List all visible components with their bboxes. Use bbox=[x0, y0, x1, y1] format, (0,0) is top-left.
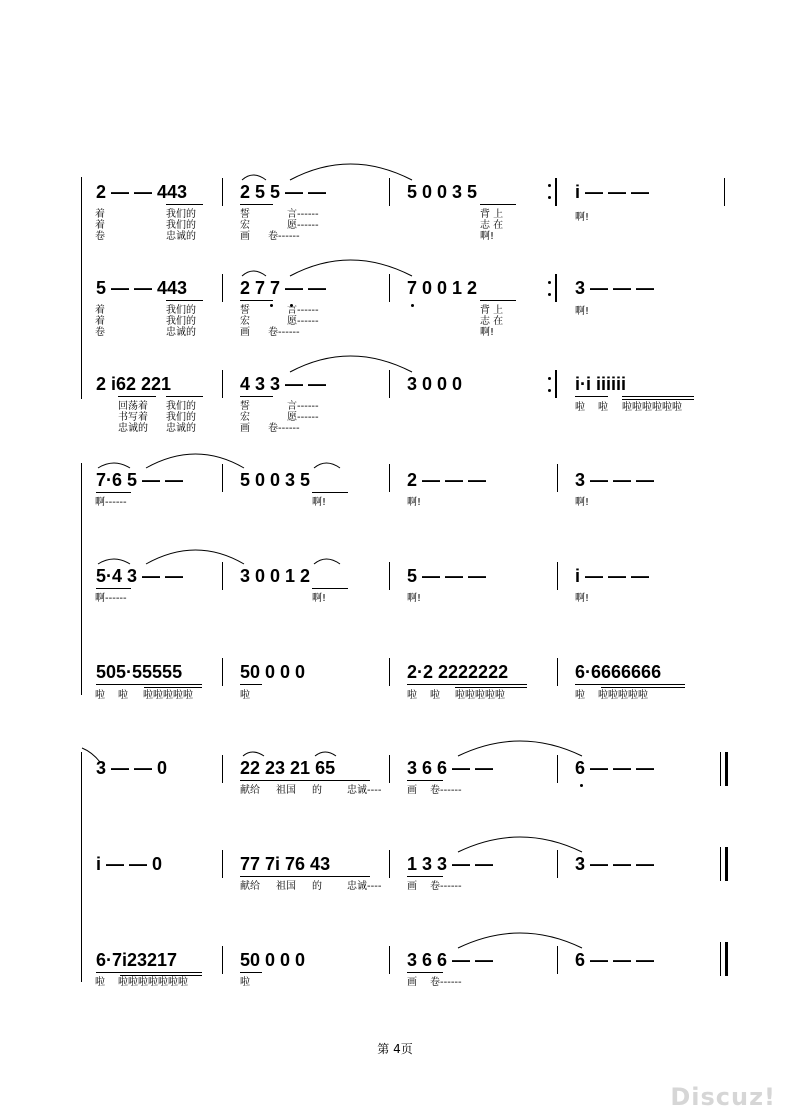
final-barline bbox=[725, 847, 728, 881]
slur bbox=[315, 752, 336, 756]
slur bbox=[146, 550, 244, 564]
beam-underline bbox=[166, 396, 203, 397]
lyric: 我们的 bbox=[166, 412, 196, 423]
lyric: 忠诚---- bbox=[347, 785, 382, 796]
lyric: 啊! bbox=[480, 327, 495, 338]
lyric: 画 bbox=[240, 231, 250, 242]
lyric: 啊! bbox=[575, 593, 590, 604]
lyric: 宏 bbox=[240, 316, 250, 327]
measure: 7·6 5 — — bbox=[96, 470, 184, 490]
lyric: 祖国 bbox=[276, 785, 296, 796]
low-octave-dot bbox=[270, 304, 273, 307]
slur bbox=[314, 559, 340, 564]
barline bbox=[222, 658, 223, 686]
measure: 3 6 6 — — bbox=[407, 950, 494, 970]
lyric: 啦 bbox=[575, 690, 585, 701]
beam-underline bbox=[166, 204, 203, 205]
lyric: 忠诚的 bbox=[166, 327, 196, 338]
slur bbox=[242, 175, 266, 180]
barline bbox=[557, 755, 558, 783]
lyric: 着 bbox=[95, 209, 105, 220]
measure: 2 — — — bbox=[407, 470, 487, 490]
lyric: 着 bbox=[95, 220, 105, 231]
beam-underline bbox=[480, 300, 516, 301]
beam-underline bbox=[240, 396, 273, 397]
beam-underline bbox=[575, 684, 685, 685]
repeat-dot bbox=[548, 281, 551, 284]
lyric: 我们的 bbox=[166, 316, 196, 327]
lyric: 啦 bbox=[598, 402, 608, 413]
lyric: 回荡着 bbox=[118, 401, 148, 412]
measure: 3 6 6 — — bbox=[407, 758, 494, 778]
slur bbox=[290, 260, 412, 276]
beam-underline bbox=[96, 492, 131, 493]
repeat-barline bbox=[555, 274, 557, 302]
slur bbox=[98, 559, 130, 564]
lyric: 啊! bbox=[575, 306, 590, 317]
lyric: 画 bbox=[240, 423, 250, 434]
measure: i — — — bbox=[575, 566, 650, 586]
lyric: 宏 bbox=[240, 412, 250, 423]
lyric: 啊! bbox=[312, 593, 327, 604]
beam-underline bbox=[622, 396, 694, 397]
beam-underline bbox=[240, 684, 262, 685]
measure: 7 0 0 1 2 bbox=[407, 278, 478, 298]
measure: i — — 0 bbox=[96, 854, 163, 874]
lyric: 言------ bbox=[287, 305, 319, 316]
lyric: 献给 bbox=[240, 881, 260, 892]
lyric: 誓 bbox=[240, 401, 250, 412]
lyric: 卷------ bbox=[430, 785, 462, 796]
beam-underline bbox=[407, 972, 443, 973]
system-bracket bbox=[81, 752, 82, 982]
slur bbox=[242, 271, 266, 276]
beam-underline bbox=[144, 687, 202, 688]
lyric: 忠诚---- bbox=[347, 881, 382, 892]
final-barline bbox=[725, 942, 728, 976]
lyric: 啦 bbox=[240, 977, 250, 988]
slur bbox=[314, 463, 340, 468]
lyric: 画 bbox=[407, 881, 417, 892]
repeat-dot bbox=[548, 293, 551, 296]
lyric: 啊! bbox=[312, 497, 327, 508]
lyric: 啦 bbox=[95, 690, 105, 701]
barline bbox=[222, 562, 223, 590]
barline bbox=[222, 850, 223, 878]
beam-underline bbox=[96, 684, 202, 685]
lyric: 卷------ bbox=[430, 977, 462, 988]
measure: 3 — — — bbox=[575, 470, 655, 490]
repeat-barline bbox=[555, 178, 557, 206]
lyric: 着 bbox=[95, 316, 105, 327]
measure: 3 0 0 1 2 bbox=[240, 566, 311, 586]
lyric: 着 bbox=[95, 305, 105, 316]
slur bbox=[458, 837, 582, 852]
measure: 4 3 3 — — bbox=[240, 374, 327, 394]
beam-underline bbox=[575, 396, 608, 397]
lyric: 啊------ bbox=[95, 497, 127, 508]
barline bbox=[389, 755, 390, 783]
low-octave-dot bbox=[411, 304, 414, 307]
lyric: 啦啦啦啦啦 bbox=[143, 690, 193, 701]
lyric: 啦啦啦啦啦 bbox=[455, 690, 505, 701]
beam-underline bbox=[120, 975, 202, 976]
measure: 2 — — 443 bbox=[96, 182, 188, 202]
measure: 77 7i 76 43 bbox=[240, 854, 331, 874]
lyric: 背 上 bbox=[480, 305, 504, 316]
lyric: 啦 bbox=[430, 690, 440, 701]
repeat-dot bbox=[548, 184, 551, 187]
lyric: 啦啦啦啦啦 bbox=[598, 690, 648, 701]
repeat-dot bbox=[548, 196, 551, 199]
lyric: 啊! bbox=[480, 231, 495, 242]
lyric: 愿------ bbox=[287, 220, 319, 231]
measure: 2 7 7 — — bbox=[240, 278, 327, 298]
beam-underline bbox=[601, 687, 685, 688]
system-bracket bbox=[81, 463, 82, 695]
lyric: 啦 bbox=[575, 402, 585, 413]
lyric: 啦 bbox=[407, 690, 417, 701]
measure: 6 — — — bbox=[575, 950, 655, 970]
beam-underline bbox=[166, 300, 203, 301]
barline bbox=[557, 946, 558, 974]
measure: 505·55555 bbox=[96, 662, 183, 682]
lyric: 啦啦啦啦啦啦 bbox=[622, 402, 682, 413]
beam-underline bbox=[96, 588, 131, 589]
barline bbox=[389, 850, 390, 878]
lyric: 啦啦啦啦啦啦啦 bbox=[118, 977, 188, 988]
measure: 5 0 0 3 5 bbox=[240, 470, 311, 490]
lyric: 卷------ bbox=[268, 327, 300, 338]
lyric: 卷------ bbox=[268, 423, 300, 434]
lyric: 我们的 bbox=[166, 220, 196, 231]
final-barline bbox=[720, 847, 721, 881]
final-barline bbox=[725, 752, 728, 786]
barline bbox=[389, 562, 390, 590]
repeat-barline bbox=[555, 370, 557, 398]
lyric: 我们的 bbox=[166, 209, 196, 220]
lyric: 啊------ bbox=[95, 593, 127, 604]
beam-underline bbox=[312, 492, 348, 493]
barline bbox=[389, 274, 390, 302]
lyric: 我们的 bbox=[166, 305, 196, 316]
beam-underline bbox=[407, 780, 443, 781]
final-barline bbox=[720, 942, 721, 976]
lyric: 背 上 bbox=[480, 209, 504, 220]
measure: 3 — — — bbox=[575, 854, 655, 874]
lyric: 忠诚的 bbox=[166, 231, 196, 242]
lyric: 卷 bbox=[95, 327, 105, 338]
measure: 6·6666666 bbox=[575, 662, 662, 682]
lyric: 画 bbox=[407, 785, 417, 796]
slur bbox=[290, 164, 412, 180]
slur bbox=[458, 741, 582, 756]
lyric: 言------ bbox=[287, 209, 319, 220]
lyric: 卷------ bbox=[268, 231, 300, 242]
barline bbox=[389, 658, 390, 686]
beam-underline bbox=[240, 204, 273, 205]
lyric: 啊! bbox=[575, 497, 590, 508]
beam-underline bbox=[96, 972, 202, 973]
lyric: 啦 bbox=[95, 977, 105, 988]
barline bbox=[222, 464, 223, 492]
barline bbox=[389, 946, 390, 974]
barline bbox=[222, 178, 223, 206]
slur bbox=[290, 356, 412, 372]
beam-underline bbox=[118, 396, 156, 397]
measure: 6 — — — bbox=[575, 758, 655, 778]
lyric: 画 bbox=[407, 977, 417, 988]
barline bbox=[389, 464, 390, 492]
barline bbox=[222, 755, 223, 783]
beam-underline bbox=[240, 300, 273, 301]
lyric: 言------ bbox=[287, 401, 319, 412]
lyric: 忠诚的 bbox=[166, 423, 196, 434]
slur bbox=[146, 454, 244, 468]
watermark-logo: Discuz! bbox=[670, 1083, 776, 1111]
lyric: 的 bbox=[312, 785, 322, 796]
system-bracket bbox=[81, 177, 82, 399]
beam-underline bbox=[407, 684, 527, 685]
lyric: 愿------ bbox=[287, 412, 319, 423]
lyric: 啦 bbox=[240, 690, 250, 701]
beam-underline bbox=[407, 876, 443, 877]
barline bbox=[557, 850, 558, 878]
lyric: 我们的 bbox=[166, 401, 196, 412]
barline bbox=[724, 178, 725, 206]
lyric: 啊! bbox=[575, 212, 590, 223]
measure: 2 5 5 — — bbox=[240, 182, 327, 202]
barline bbox=[389, 178, 390, 206]
lyric: 卷------ bbox=[430, 881, 462, 892]
barline bbox=[557, 658, 558, 686]
lyric: 的 bbox=[312, 881, 322, 892]
measure: 5 0 0 3 5 bbox=[407, 182, 478, 202]
measure: 5 — — 443 bbox=[96, 278, 188, 298]
final-barline bbox=[720, 752, 721, 786]
repeat-dot bbox=[548, 377, 551, 380]
barline bbox=[389, 370, 390, 398]
slur bbox=[98, 463, 130, 468]
lyric: 誓 bbox=[240, 305, 250, 316]
measure: 5 — — — bbox=[407, 566, 487, 586]
beam-underline bbox=[240, 972, 262, 973]
measure: i — — — bbox=[575, 182, 650, 202]
low-octave-dot bbox=[580, 784, 583, 787]
barline bbox=[222, 946, 223, 974]
lyric: 卷 bbox=[95, 231, 105, 242]
slur bbox=[243, 752, 264, 756]
lyric: 志 在 bbox=[480, 220, 504, 231]
measure: 22 23 21 65 bbox=[240, 758, 336, 778]
barline bbox=[222, 274, 223, 302]
measure: 50 0 0 0 bbox=[240, 950, 306, 970]
beam-underline bbox=[240, 780, 370, 781]
lyric: 啊! bbox=[407, 593, 422, 604]
barline bbox=[557, 464, 558, 492]
measure: 2·2 2222222 bbox=[407, 662, 509, 682]
lyric: 献给 bbox=[240, 785, 260, 796]
page-number: 第 4页 bbox=[377, 1042, 413, 1056]
lyric: 宏 bbox=[240, 220, 250, 231]
beam-underline bbox=[240, 876, 370, 877]
beam-underline bbox=[480, 204, 516, 205]
lyric: 忠诚的 bbox=[118, 423, 148, 434]
measure: i·i iiiiii bbox=[575, 374, 627, 394]
measure: 3 0 0 0 bbox=[407, 374, 463, 394]
lyric: 啊! bbox=[407, 497, 422, 508]
repeat-dot bbox=[548, 389, 551, 392]
measure: 3 — — 0 bbox=[96, 758, 168, 778]
measure: 3 — — — bbox=[575, 278, 655, 298]
lyric: 志 在 bbox=[480, 316, 504, 327]
lyric: 书写着 bbox=[118, 412, 148, 423]
measure: 50 0 0 0 bbox=[240, 662, 306, 682]
beam-underline bbox=[622, 399, 694, 400]
lyric: 啦 bbox=[118, 690, 128, 701]
beam-underline bbox=[312, 588, 348, 589]
barline bbox=[222, 370, 223, 398]
measure: 2 i62 221 bbox=[96, 374, 172, 394]
lyric: 誓 bbox=[240, 209, 250, 220]
measure: 5·4 3 — — bbox=[96, 566, 184, 586]
barline bbox=[557, 562, 558, 590]
lyric: 画 bbox=[240, 327, 250, 338]
measure: 6·7i23217 bbox=[96, 950, 178, 970]
beam-underline bbox=[455, 687, 527, 688]
slur bbox=[458, 933, 582, 948]
lyric: 愿------ bbox=[287, 316, 319, 327]
lyric: 祖国 bbox=[276, 881, 296, 892]
measure: 1 3 3 — — bbox=[407, 854, 494, 874]
